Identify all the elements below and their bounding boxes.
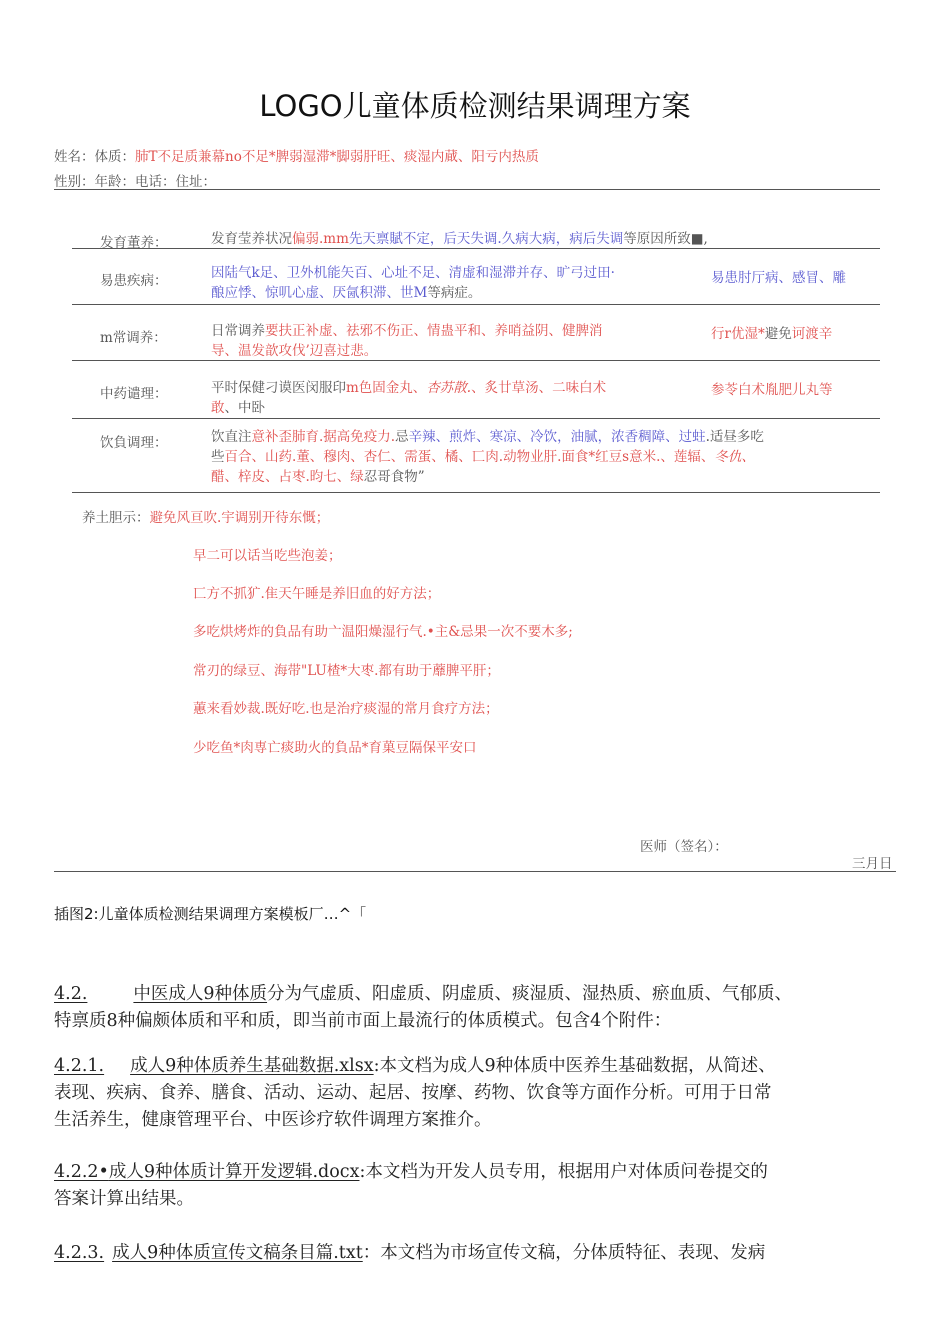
info-line-1: [54, 148, 539, 166]
tips-first-line: 养土胆示：避免风亘吹.宇调别开待东慨；: [82, 510, 330, 526]
tizhi-value: 肺T不足质兼幕no不足*脾弱湿滞*脚弱肝旺、痰湿内蕆、阳亏内热质: [135, 149, 539, 165]
section-number: 4.2.3.: [54, 1243, 105, 1263]
section-right-richang: 行r优湿*避免诃渡辛: [711, 326, 833, 342]
figure-caption: 插图2:儿童体质检测结果调理方案模板厂…^「: [54, 905, 367, 923]
section-right-yihuan: 易患肘厅病、感冒、雕: [711, 270, 846, 286]
section-divider: [72, 360, 880, 361]
section-label-yinshi: 饮負调理：: [100, 435, 168, 451]
section-text-yihuan: 因陆气k足、卫外机能矢百、心址不足、清虚和湿滞并存、旷弓过田· 酿应悸、惊叽心虚、厌氤积滞、世M等病症。: [211, 265, 615, 301]
date-label: 三月日: [852, 856, 893, 872]
section-divider: [72, 304, 880, 305]
paragraph-4-2-1: 4.2.1. 成人9种体质养生基础数据.xlsx:本文档为成人9种体质中医养生基础数据，从简述、 表现、疾病、食养、膳食、活动、运动、起居、按摩、药物、饮食等方面作分析。可用于日常 生活养生，健康管理平台、中医诊疗软件调理方案推介。: [54, 1056, 776, 1130]
section-label-zhongyao: 中药谴理：: [100, 386, 168, 402]
form-bottom-divider: [54, 871, 896, 872]
paragraph-4-2-3: 4.2.3. 成人9种体质宣传文稿条目篇.txt：本文档为市场宣传文稿，分体质特征、表现、发病: [54, 1243, 766, 1263]
tip-item: 常刃的绿豆、海带"LU楂*大枣.都有助于蘼脾平肝；: [193, 663, 500, 679]
paragraph-4-2: 4.2. 中医成人9种体质分为气虚质、阳虚质、阴虚质、痰湿质、湿热质、瘀血质、气郁质、 特禀质8种偏颇体质和平和质，即当前市面上最流行的体质模式。包含4个附件：: [54, 984, 793, 1031]
section-number: 4.2.: [54, 984, 88, 1004]
section-label-richang: m常调养：: [100, 330, 167, 346]
tizhi-label: 体质：: [94, 149, 135, 165]
doctor-signature-label: 医师（签名）：: [640, 839, 728, 855]
header-divider: [54, 189, 880, 190]
file-link-txt[interactable]: 成人9种体质宣传文稿条目篇.txt: [112, 1243, 363, 1263]
tip-item: 匸方不抓犷.隹天午睡是养旧血的好方法；: [193, 586, 441, 602]
file-link-xlsx[interactable]: 成人9种体质养生基础数据.xlsx: [130, 1056, 374, 1076]
tip-item: 蕙来看妙裁.既好吃.也是治疗痰湿的常月食疗方法；: [193, 701, 499, 717]
tip-item: 早二可以话当吃些泡姜；: [193, 548, 342, 564]
section-text-zhongyao: 平时保健刁谟医闵服印m色固金丸、杏苏散.、炙廿草汤、二味白术 敢、中卧: [211, 380, 607, 416]
section-text-fayu: 发育莹养状况偏弱.mm先天禀賦不定，后天失调.久病大病，病后失调等原因所致■,: [211, 231, 708, 247]
section-divider: [72, 248, 880, 249]
info-line-2: 性别：年龄：电话：住址：: [54, 174, 216, 190]
paragraph-link[interactable]: 中医成人9种体质: [133, 984, 268, 1004]
section-label-fayu: 发育董养：: [100, 235, 168, 251]
tip-item: 少吃鱼*肉専亡痰助火的負品*育菓豆隔保平安口: [193, 740, 477, 756]
form-title: LOGO儿童体质检测结果调理方案: [259, 89, 691, 123]
section-number: 4.2.2•: [54, 1162, 109, 1182]
section-number: 4.2.1.: [54, 1056, 105, 1076]
section-right-zhongyao: 参苓白术胤肥儿丸等: [711, 382, 833, 398]
section-divider: [72, 418, 880, 419]
paragraph-4-2-2: 4.2.2•成人9种体质计算开发逻辑.docx:本文档为开发人员专用，根据用户对体质问卷提交的 答案计算出结果。: [54, 1162, 768, 1209]
section-text-richang: 日常调养要扶正补虚、祛邪不伤正、情蛊平和、养哨益阴、健脾消 导、温发歆攻伐’辺喜过悲。: [211, 323, 603, 359]
section-text-yinshi: 饮直注意补歪肺育.据高免疫力.忌辛辣、煎炸、寒凉、冷饮，油腻，浓香稠障、过蛀.适昼多吃 些百合、山药.董、穆肉、杏仁、需蛋、橘、匸肉.动物业肝.面食*红豆s意米.、莲辐、冬仇、 醋、梓皮、占枣.昀七、绿忍哥食物”: [211, 429, 764, 485]
tip-item: 多吃烘烤炸的負品有助亠温阳燥湿行气.•主&忌果一次不要木多;: [193, 624, 573, 640]
file-link-docx[interactable]: 成人9种体质计算开发逻辑.docx: [108, 1162, 360, 1182]
section-divider: [72, 492, 880, 493]
section-label-yihuan: 易患疾病：: [100, 273, 168, 289]
name-label: 姓名：: [54, 149, 95, 165]
